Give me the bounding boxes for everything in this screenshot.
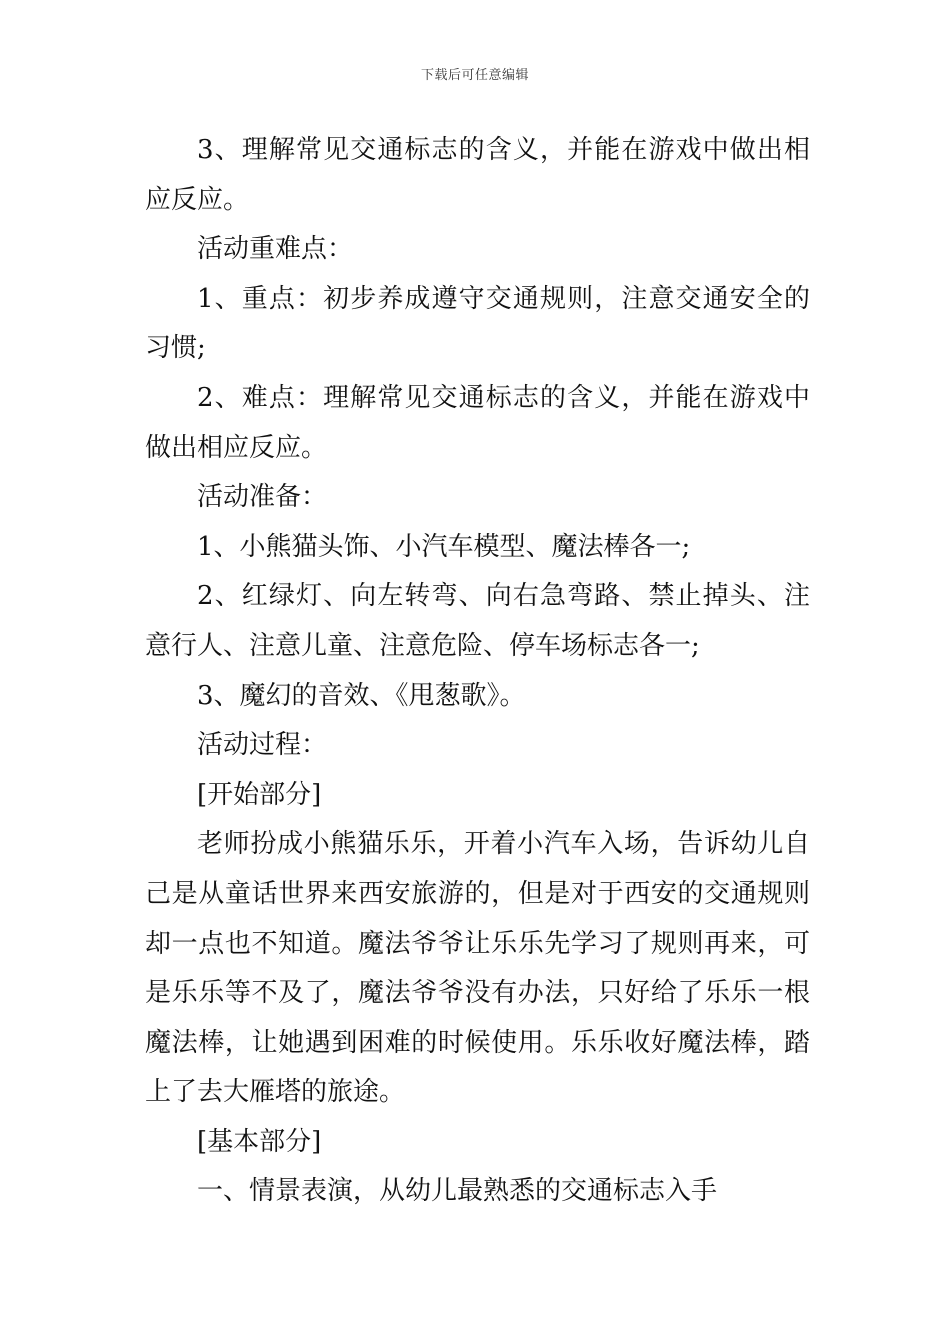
paragraph-difficult-point: 2、难点：理解常见交通标志的含义，并能在游戏中做出相应反应。 [145, 382, 810, 463]
paragraph-preparation-1: 1、小熊猫头饰、小汽车模型、魔法棒各一; [197, 531, 691, 562]
heading-key-difficult-points: 活动重难点： [197, 234, 354, 265]
paragraph-key-point: 1、重点：初步养成遵守交通规则，注意交通安全的习惯; [145, 283, 810, 364]
paragraph-scenario-performance: 一、情景表演，从幼儿最熟悉的交通标志入手 [197, 1176, 718, 1207]
paragraph-preparation-3: 3、魔幻的音效、《甩葱歌》。 [197, 680, 526, 711]
page-header-note: 下载后可任意编辑 [420, 68, 529, 83]
heading-preparation: 活动准备： [197, 482, 328, 513]
paragraph-start-story: 老师扮成小熊猫乐乐，开着小汽车入场，告诉幼儿自己是从童话世界来西安旅游的，但是对于西安的交通规则却一点也不知道。魔法爷爷让乐乐先学习了规则再来，可是乐乐等不及了，魔法爷爷没有办法，只好给了乐乐一根魔法棒，让她遇到困难的时候使用。乐乐收好魔法棒，踏上了去大雁塔的旅途。 [145, 829, 810, 1108]
paragraph-objective-3: 3、理解常见交通标志的含义，并能在游戏中做出相应反应。 [145, 135, 810, 215]
section-label-start: [开始部分] [197, 779, 322, 810]
heading-process: 活动过程： [197, 730, 328, 761]
paragraph-preparation-2: 2、红绿灯、向左转弯、向右急弯路、禁止掉头、注意行人、注意儿童、注意危险、停车场标志各一; [145, 581, 810, 661]
document-body [145, 126, 810, 1217]
section-label-basic: [基本部分] [197, 1126, 322, 1157]
